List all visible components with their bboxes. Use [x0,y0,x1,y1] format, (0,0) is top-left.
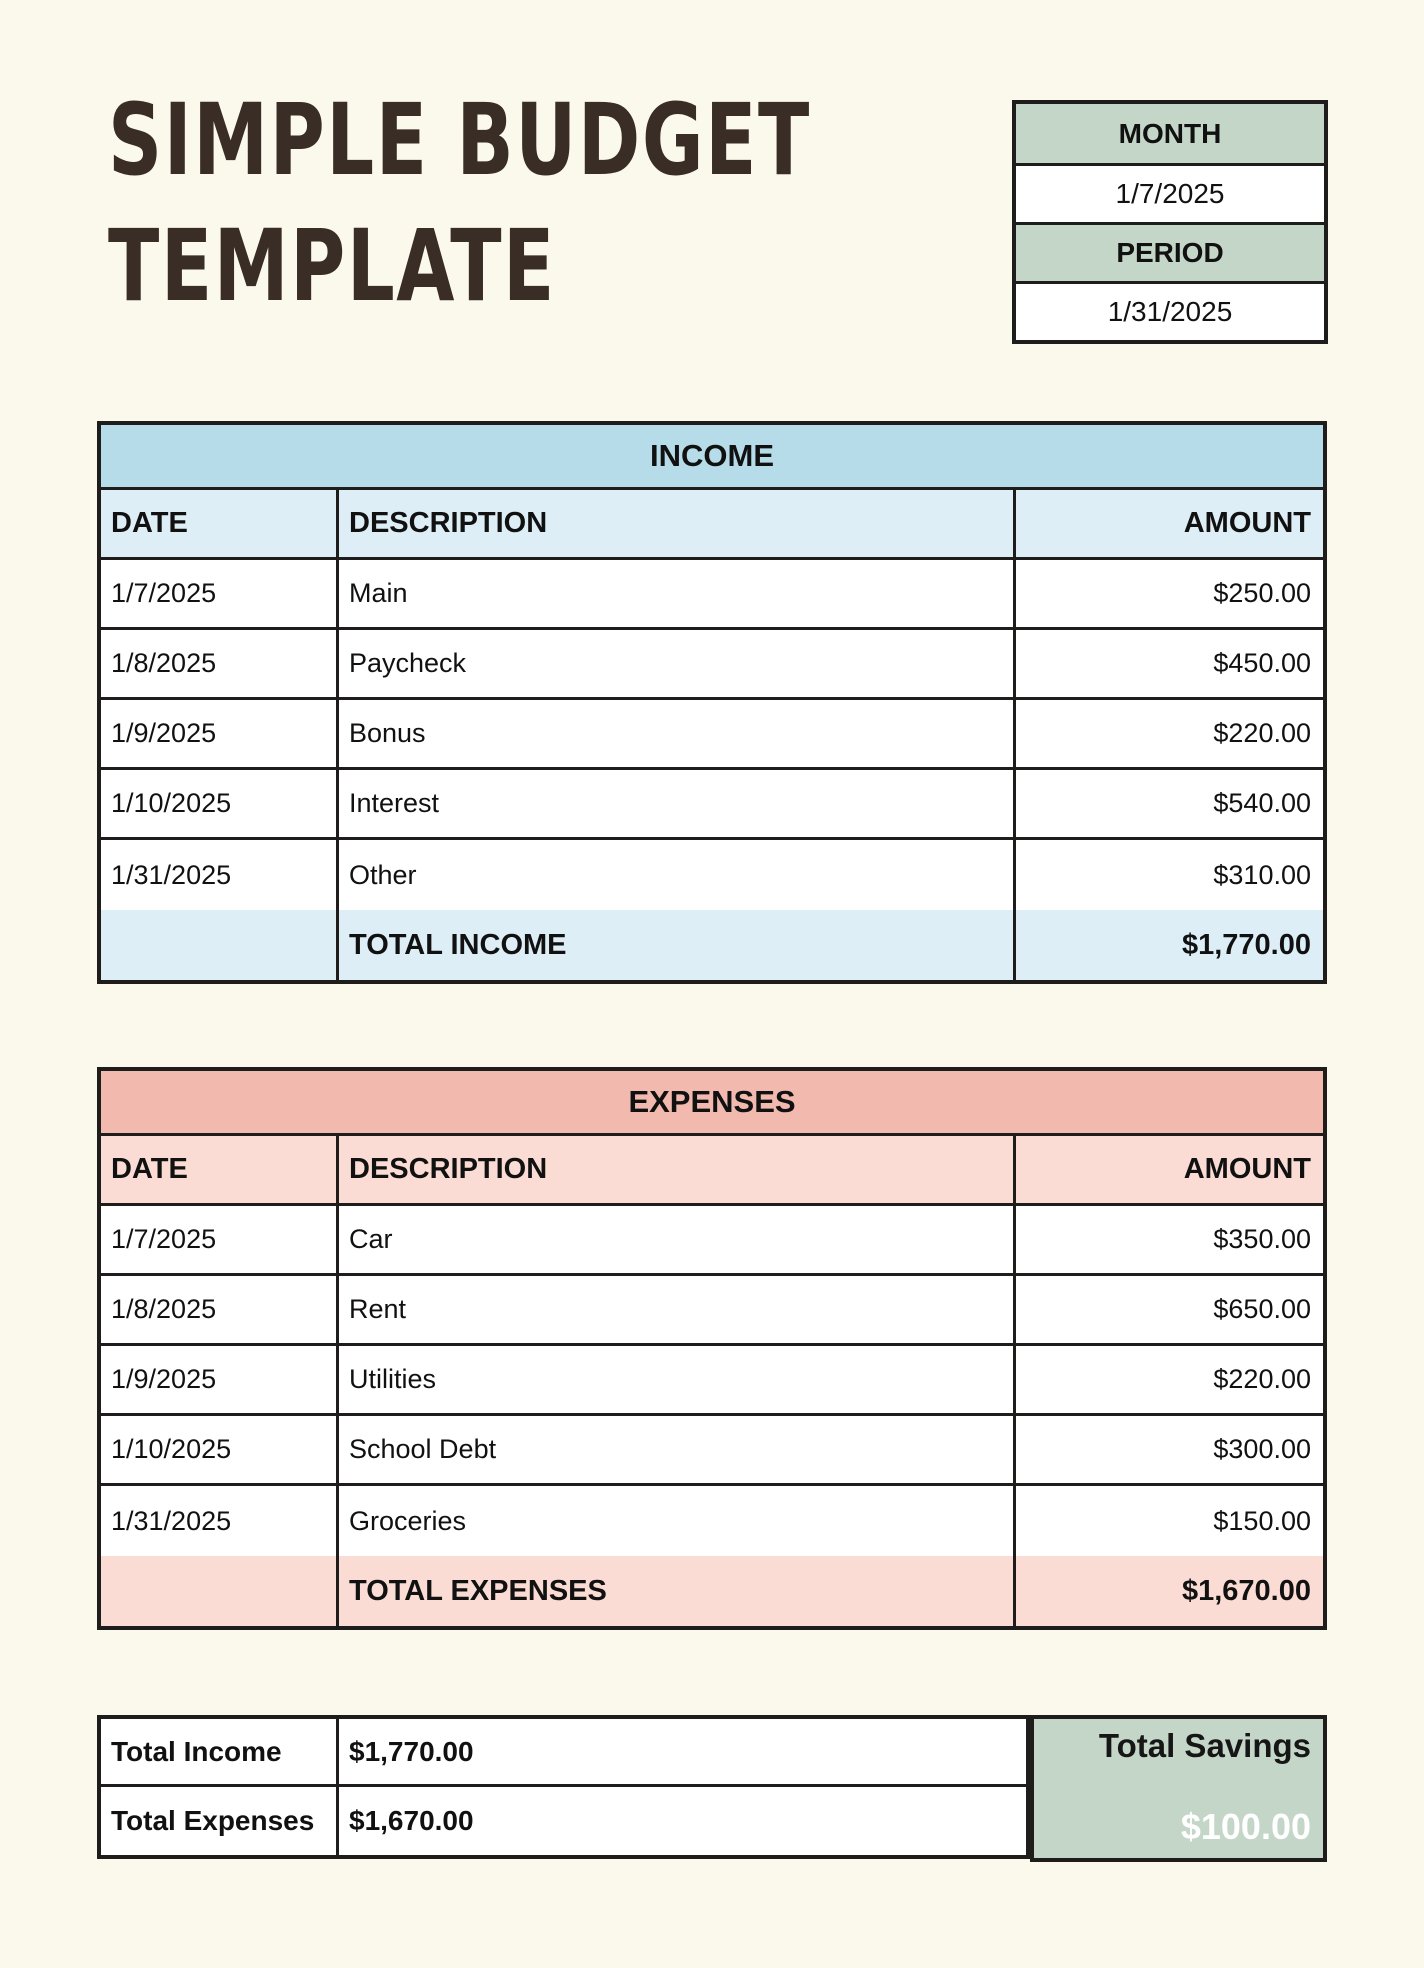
income-amount-cell[interactable]: $310.00 [1213,859,1311,890]
expenses-date-cell[interactable]: 1/8/2025 [101,1276,339,1343]
income-date-cell[interactable]: 1/8/2025 [101,630,339,697]
summary-expenses-value: $1,670.00 [349,1805,474,1836]
expenses-row [101,1486,1323,1556]
income-description-cell[interactable]: Other [339,840,1016,910]
income-amount-cell[interactable]: $450.00 [1213,648,1311,678]
income-header-date: DATE [101,490,339,557]
month-label: MONTH [1016,104,1324,163]
summary-expenses-row [101,1787,1026,1855]
expenses-total-row [101,1556,1323,1626]
expenses-amount-cell[interactable]: $650.00 [1213,1294,1311,1324]
summary-income-label: Total Income [101,1719,339,1784]
income-description-cell[interactable]: Interest [339,770,1016,837]
summary-income-row [101,1719,1026,1787]
expenses-header-amount: AMOUNT [1016,1136,1323,1203]
income-header-description: DESCRIPTION [339,490,1016,557]
income-total-label: TOTAL INCOME [339,910,1016,980]
page-title [108,78,811,329]
income-rows [101,560,1323,910]
expenses-date-cell[interactable]: 1/7/2025 [101,1206,339,1273]
expenses-date-cell[interactable]: 1/10/2025 [101,1416,339,1483]
income-header-amount: AMOUNT [1016,490,1323,557]
income-row [101,840,1323,910]
income-total-row [101,910,1323,980]
income-row [101,630,1323,700]
income-date-cell[interactable]: 1/31/2025 [101,840,339,910]
expenses-section-header: EXPENSES [101,1071,1323,1136]
expenses-description-cell[interactable]: Groceries [339,1486,1016,1556]
income-date-cell[interactable]: 1/10/2025 [101,770,339,837]
summary-expenses-label: Total Expenses [101,1787,339,1855]
expenses-row [101,1276,1323,1346]
expenses-total-value: $1,670.00 [1016,1556,1323,1626]
expenses-total-empty-cell [101,1556,339,1626]
income-row [101,560,1323,630]
total-savings-value: $100.00 [1180,1806,1311,1847]
income-total-value: $1,770.00 [1016,910,1323,980]
income-amount-cell[interactable]: $250.00 [1213,578,1311,608]
income-description-cell[interactable]: Bonus [339,700,1016,767]
page-title-line2: TEMPLATE [108,208,556,324]
expenses-date-cell[interactable]: 1/9/2025 [101,1346,339,1413]
page-title-line1: SIMPLE BUDGET [108,83,811,198]
expenses-description-cell[interactable]: School Debt [339,1416,1016,1483]
expenses-row [101,1416,1323,1486]
month-period-box [1012,100,1328,344]
income-description-cell[interactable]: Paycheck [339,630,1016,697]
expenses-table [97,1067,1327,1630]
income-section-header: INCOME [101,425,1323,490]
income-total-empty-cell [101,910,339,980]
expenses-row [101,1206,1323,1276]
expenses-description-cell[interactable]: Utilities [339,1346,1016,1413]
expenses-date-cell[interactable]: 1/31/2025 [101,1486,339,1556]
income-date-cell[interactable]: 1/7/2025 [101,560,339,627]
period-label: PERIOD [1016,222,1324,281]
total-savings-label: Total Savings [1098,1727,1311,1764]
expenses-header-date: DATE [101,1136,339,1203]
expenses-rows [101,1206,1323,1556]
income-amount-cell[interactable]: $540.00 [1213,788,1311,818]
month-value-cell[interactable]: 1/7/2025 [1016,163,1324,222]
expenses-description-cell[interactable]: Rent [339,1276,1016,1343]
expenses-amount-cell[interactable]: $150.00 [1213,1505,1311,1536]
expenses-amount-cell[interactable]: $300.00 [1213,1434,1311,1464]
income-table [97,421,1327,984]
expenses-header-row [101,1136,1323,1206]
income-header-row [101,490,1323,560]
summary-table [97,1715,1030,1859]
income-row [101,770,1323,840]
expenses-amount-cell[interactable]: $220.00 [1213,1364,1311,1394]
summary-income-value: $1,770.00 [349,1735,474,1767]
total-savings-box [1030,1715,1327,1862]
expenses-description-cell[interactable]: Car [339,1206,1016,1273]
expenses-row [101,1346,1323,1416]
income-row [101,700,1323,770]
expenses-amount-cell[interactable]: $350.00 [1213,1224,1311,1254]
expenses-total-label: TOTAL EXPENSES [339,1556,1016,1626]
income-amount-cell[interactable]: $220.00 [1213,718,1311,748]
income-date-cell[interactable]: 1/9/2025 [101,700,339,767]
expenses-header-description: DESCRIPTION [339,1136,1016,1203]
income-description-cell[interactable]: Main [339,560,1016,627]
period-value-cell[interactable]: 1/31/2025 [1016,281,1324,340]
